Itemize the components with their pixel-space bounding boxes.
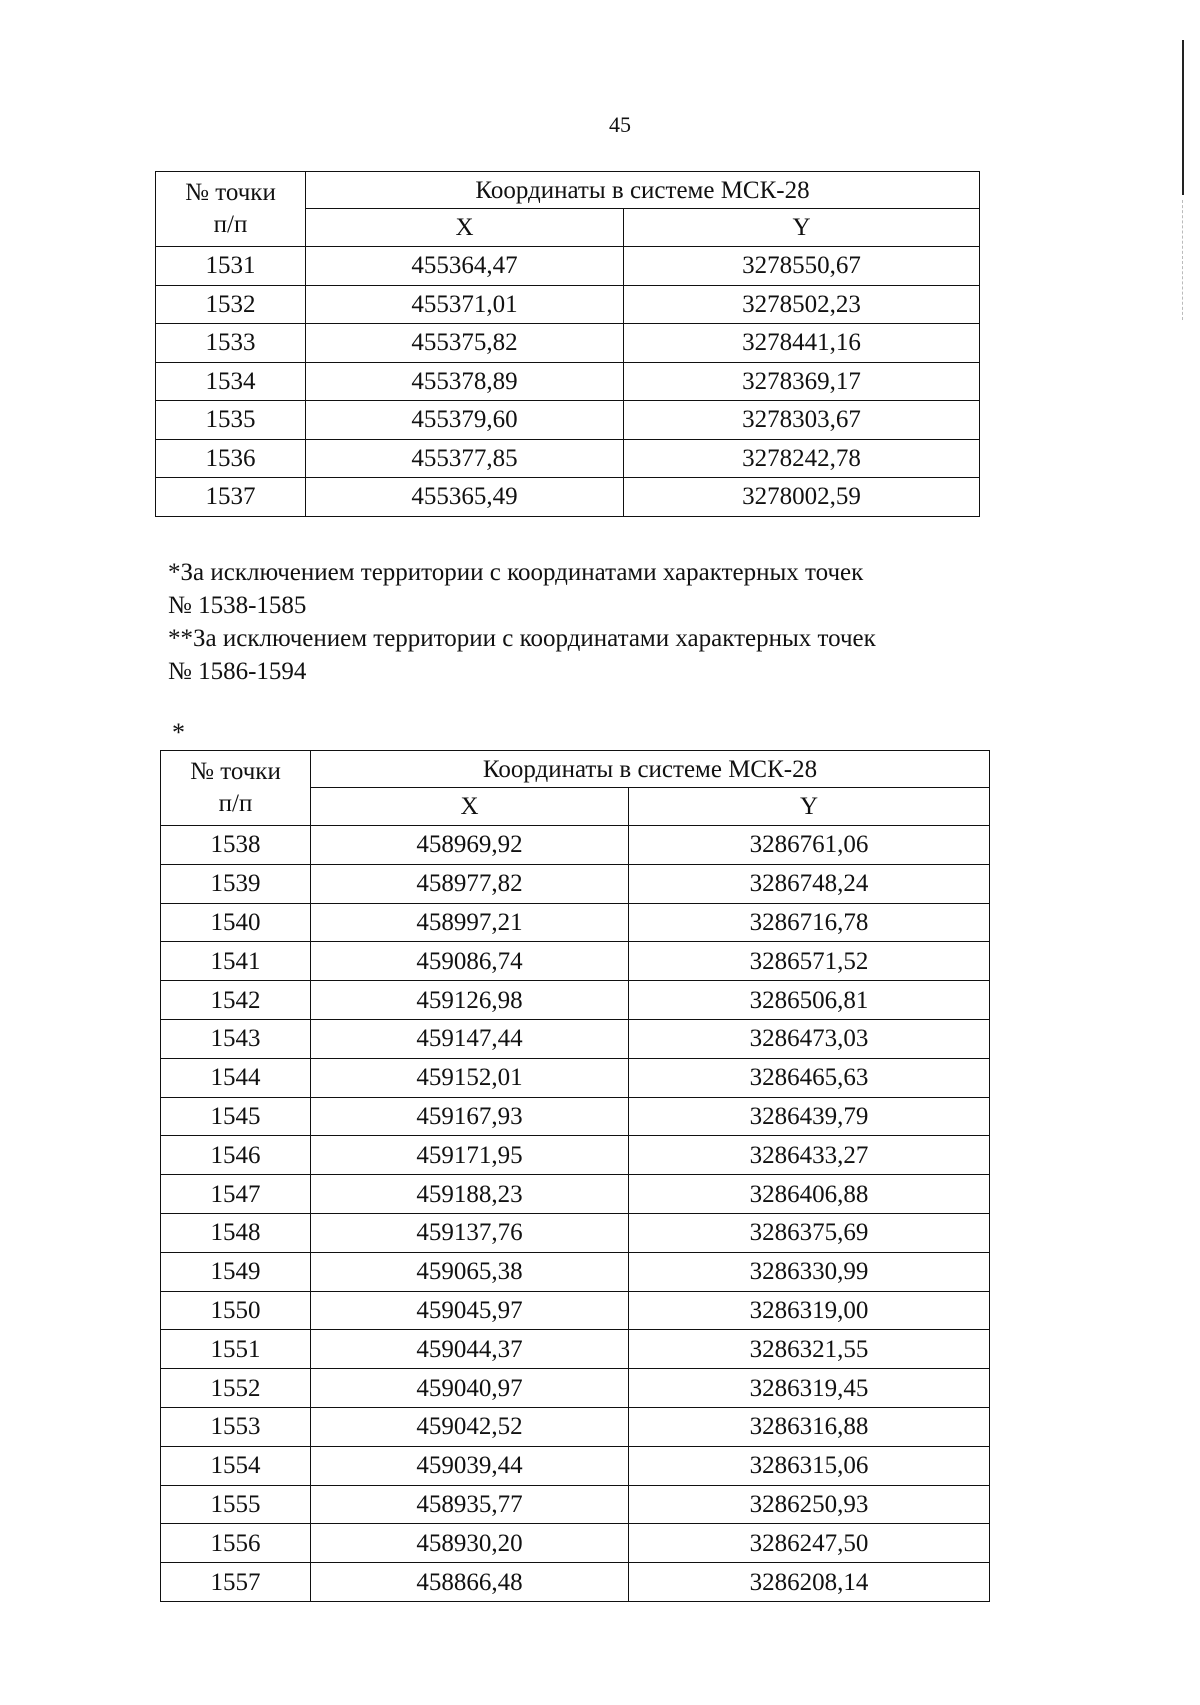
table-row bbox=[161, 1136, 990, 1175]
y-coordinate-cell: 3278002,59 bbox=[624, 478, 980, 517]
coordinates-table-1 bbox=[155, 171, 980, 517]
y-coordinate-cell: 3286330,99 bbox=[629, 1252, 990, 1291]
header-y: Y bbox=[629, 788, 990, 826]
asterisk-marker: * bbox=[172, 718, 185, 747]
point-number-cell: 1551 bbox=[161, 1330, 311, 1369]
point-number-cell: 1532 bbox=[156, 285, 306, 324]
table-row bbox=[161, 1097, 990, 1136]
y-coordinate-cell: 3286319,45 bbox=[629, 1369, 990, 1408]
point-number-cell: 1535 bbox=[156, 401, 306, 440]
table-row bbox=[161, 1524, 990, 1563]
y-coordinate-cell: 3286315,06 bbox=[629, 1446, 990, 1485]
table-row bbox=[161, 903, 990, 942]
y-coordinate-cell: 3286208,14 bbox=[629, 1563, 990, 1602]
x-coordinate-cell: 459040,97 bbox=[311, 1369, 629, 1408]
y-coordinate-cell: 3278369,17 bbox=[624, 362, 980, 401]
scan-edge-line bbox=[1182, 40, 1184, 195]
footnote-2-line-2: № 1586-1594 bbox=[168, 658, 307, 685]
table-row bbox=[156, 439, 980, 478]
header-point-label: № точки п/п bbox=[185, 179, 276, 238]
point-number-cell: 1542 bbox=[161, 981, 311, 1020]
y-coordinate-cell: 3278441,16 bbox=[624, 324, 980, 363]
point-number-cell: 1550 bbox=[161, 1291, 311, 1330]
point-number-cell: 1541 bbox=[161, 942, 311, 981]
point-number-cell: 1553 bbox=[161, 1407, 311, 1446]
table-row bbox=[161, 1019, 990, 1058]
header-x: X bbox=[311, 788, 629, 826]
header-x: X bbox=[306, 209, 624, 247]
y-coordinate-cell: 3286571,52 bbox=[629, 942, 990, 981]
footnote-2-line-1: **За исключением территории с координатами характерных точек bbox=[168, 625, 876, 652]
table-row bbox=[161, 981, 990, 1020]
header-point-number bbox=[156, 172, 306, 247]
table-row bbox=[156, 401, 980, 440]
coordinates-table-2 bbox=[160, 750, 990, 1602]
x-coordinate-cell: 458935,77 bbox=[311, 1485, 629, 1524]
point-number-cell: 1554 bbox=[161, 1446, 311, 1485]
table-row bbox=[161, 1213, 990, 1252]
y-coordinate-cell: 3286433,27 bbox=[629, 1136, 990, 1175]
x-coordinate-cell: 455378,89 bbox=[306, 362, 624, 401]
table-row bbox=[156, 478, 980, 517]
header-point-label: № точки п/п bbox=[190, 758, 281, 817]
x-coordinate-cell: 459152,01 bbox=[311, 1058, 629, 1097]
table-row bbox=[156, 285, 980, 324]
y-coordinate-cell: 3286716,78 bbox=[629, 903, 990, 942]
x-coordinate-cell: 459045,97 bbox=[311, 1291, 629, 1330]
point-number-cell: 1539 bbox=[161, 864, 311, 903]
point-number-cell: 1545 bbox=[161, 1097, 311, 1136]
y-coordinate-cell: 3286247,50 bbox=[629, 1524, 990, 1563]
table-row bbox=[161, 1330, 990, 1369]
y-coordinate-cell: 3286465,63 bbox=[629, 1058, 990, 1097]
x-coordinate-cell: 459188,23 bbox=[311, 1175, 629, 1214]
point-number-cell: 1540 bbox=[161, 903, 311, 942]
footnote-1-line-1: *За исключением территории с координатами характерных точек bbox=[168, 559, 864, 586]
point-number-cell: 1549 bbox=[161, 1252, 311, 1291]
header-coordinates: Координаты в системе МСК-28 bbox=[311, 751, 990, 788]
point-number-cell: 1557 bbox=[161, 1563, 311, 1602]
y-coordinate-cell: 3286406,88 bbox=[629, 1175, 990, 1214]
x-coordinate-cell: 459147,44 bbox=[311, 1019, 629, 1058]
table-row bbox=[161, 1485, 990, 1524]
y-coordinate-cell: 3286319,00 bbox=[629, 1291, 990, 1330]
x-coordinate-cell: 458866,48 bbox=[311, 1563, 629, 1602]
y-coordinate-cell: 3286748,24 bbox=[629, 864, 990, 903]
x-coordinate-cell: 459039,44 bbox=[311, 1446, 629, 1485]
x-coordinate-cell: 458969,92 bbox=[311, 826, 629, 865]
y-coordinate-cell: 3286316,88 bbox=[629, 1407, 990, 1446]
table-row bbox=[161, 1291, 990, 1330]
x-coordinate-cell: 455365,49 bbox=[306, 478, 624, 517]
y-coordinate-cell: 3278303,67 bbox=[624, 401, 980, 440]
x-coordinate-cell: 459042,52 bbox=[311, 1407, 629, 1446]
x-coordinate-cell: 455364,47 bbox=[306, 247, 624, 286]
table-row bbox=[156, 362, 980, 401]
point-number-cell: 1538 bbox=[161, 826, 311, 865]
point-number-cell: 1537 bbox=[156, 478, 306, 517]
x-coordinate-cell: 459065,38 bbox=[311, 1252, 629, 1291]
x-coordinate-cell: 455375,82 bbox=[306, 324, 624, 363]
header-point-number bbox=[161, 751, 311, 826]
x-coordinate-cell: 459126,98 bbox=[311, 981, 629, 1020]
scan-edge-dots bbox=[1182, 200, 1184, 320]
point-number-cell: 1533 bbox=[156, 324, 306, 363]
x-coordinate-cell: 459167,93 bbox=[311, 1097, 629, 1136]
footnotes bbox=[168, 556, 1068, 688]
y-coordinate-cell: 3286321,55 bbox=[629, 1330, 990, 1369]
point-number-cell: 1547 bbox=[161, 1175, 311, 1214]
point-number-cell: 1555 bbox=[161, 1485, 311, 1524]
y-coordinate-cell: 3286250,93 bbox=[629, 1485, 990, 1524]
point-number-cell: 1546 bbox=[161, 1136, 311, 1175]
table-row bbox=[161, 1407, 990, 1446]
table-row bbox=[161, 1563, 990, 1602]
x-coordinate-cell: 455371,01 bbox=[306, 285, 624, 324]
table-row bbox=[161, 1058, 990, 1097]
y-coordinate-cell: 3286506,81 bbox=[629, 981, 990, 1020]
y-coordinate-cell: 3286761,06 bbox=[629, 826, 990, 865]
footnote-1-line-2: № 1538-1585 bbox=[168, 592, 307, 619]
table-row bbox=[161, 1175, 990, 1214]
point-number-cell: 1534 bbox=[156, 362, 306, 401]
point-number-cell: 1556 bbox=[161, 1524, 311, 1563]
point-number-cell: 1531 bbox=[156, 247, 306, 286]
table-row bbox=[156, 324, 980, 363]
x-coordinate-cell: 459171,95 bbox=[311, 1136, 629, 1175]
y-coordinate-cell: 3278502,23 bbox=[624, 285, 980, 324]
y-coordinate-cell: 3286375,69 bbox=[629, 1213, 990, 1252]
x-coordinate-cell: 459086,74 bbox=[311, 942, 629, 981]
header-coordinates: Координаты в системе МСК-28 bbox=[306, 172, 980, 209]
y-coordinate-cell: 3278242,78 bbox=[624, 439, 980, 478]
point-number-cell: 1552 bbox=[161, 1369, 311, 1408]
x-coordinate-cell: 458977,82 bbox=[311, 864, 629, 903]
y-coordinate-cell: 3286439,79 bbox=[629, 1097, 990, 1136]
point-number-cell: 1548 bbox=[161, 1213, 311, 1252]
page-number: 45 bbox=[609, 112, 631, 137]
y-coordinate-cell: 3278550,67 bbox=[624, 247, 980, 286]
table-row bbox=[161, 1252, 990, 1291]
x-coordinate-cell: 458997,21 bbox=[311, 903, 629, 942]
table-row bbox=[156, 247, 980, 286]
y-coordinate-cell: 3286473,03 bbox=[629, 1019, 990, 1058]
point-number-cell: 1543 bbox=[161, 1019, 311, 1058]
x-coordinate-cell: 459137,76 bbox=[311, 1213, 629, 1252]
x-coordinate-cell: 455377,85 bbox=[306, 439, 624, 478]
point-number-cell: 1536 bbox=[156, 439, 306, 478]
x-coordinate-cell: 455379,60 bbox=[306, 401, 624, 440]
x-coordinate-cell: 458930,20 bbox=[311, 1524, 629, 1563]
point-number-cell: 1544 bbox=[161, 1058, 311, 1097]
header-y: Y bbox=[624, 209, 980, 247]
table-row bbox=[161, 826, 990, 865]
x-coordinate-cell: 459044,37 bbox=[311, 1330, 629, 1369]
table-row bbox=[161, 942, 990, 981]
table-row bbox=[161, 1446, 990, 1485]
table-row bbox=[161, 864, 990, 903]
table-row bbox=[161, 1369, 990, 1408]
